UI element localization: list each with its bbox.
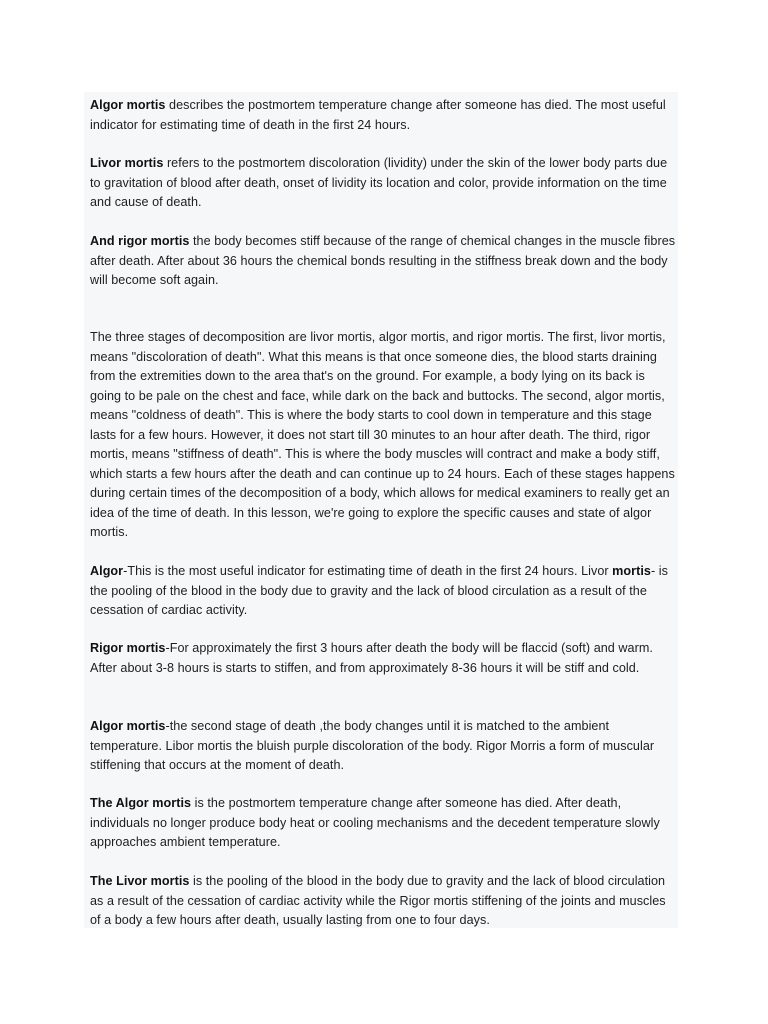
paragraph-the-algor-mortis [90,794,678,853]
paragraph-rigor-mortis-intro [90,232,678,291]
paragraph-three-stages [90,328,678,543]
paragraph-text: -the second stage of death ,the body changes until it is matched to the ambient temperature. Libor mortis the bluish purple discoloration of the body. Rigor Morris a form of muscular stiffening that occurs at the moment of death. [90,719,655,772]
paragraph-algor-livor [90,562,678,621]
paragraph-text: -For approximately the first 3 hours after death the body will be flaccid (soft) and warm. After about 3-8 hours is starts to stiffen, and from approximately 8-36 hours it will be stiff and cold. [90,641,653,675]
paragraph-livor-mortis-intro [90,154,678,213]
term-algor: Algor [90,564,124,578]
term-rigor-mortis: And rigor mortis [90,234,190,248]
paragraph-text: is the pooling of the blood in the body due to gravity and the lack of blood circulation as a result of the cessation of cardiac activity while the Rigor mortis stiffening of the joints and muscles of a body a few hours after death, usually lasting from one to four days. [90,874,666,927]
paragraph-the-livor-mortis [90,872,678,931]
paragraph-text: -This is the most useful indicator for estimating time of death in the first 24 hours. Livor [123,564,613,578]
term-algor-mortis: Algor mortis [90,98,166,112]
paragraph-text: the body becomes stiff because of the range of chemical changes in the muscle fibres after death. After about 36 hours the chemical bonds resulting in the stiffness break down and the body will become soft again. [90,234,676,287]
term-rigor-mortis: Rigor mortis [90,641,166,655]
paragraph-text: is the postmortem temperature change after someone has died. After death, individuals no longer produce body heat or cooling mechanisms and the decedent temperature slowly approaches ambient temperature. [90,796,660,849]
paragraph-algor-mortis-intro [90,96,678,135]
paragraph-text-continued: - is the pooling of the blood in the body due to gravity and the lack of blood circulation as a result of the cessation of cardiac activity. [90,564,668,617]
term-mortis: mortis [612,564,651,578]
term-the-livor-mortis: The Livor mortis [90,874,190,888]
paragraph-algor-mortis-second-stage [90,717,678,776]
document-body [84,92,678,928]
paragraph-text: describes the postmortem temperature change after someone has died. The most useful indicator for estimating time of death in the first 24 hours. [90,98,666,132]
paragraph-text: refers to the postmortem discoloration (lividity) under the skin of the lower body parts due to gravitation of blood after death, onset of lividity its location and color, provide information on the time and cause of death. [90,156,668,209]
term-algor-mortis: Algor mortis [90,719,166,733]
term-the-algor-mortis: The Algor mortis [90,796,192,810]
paragraph-text: The three stages of decomposition are livor mortis, algor mortis, and rigor mortis. The first, livor mortis, means "discoloration of death". What this means is that once someone dies, the blood starts draining from the extremities down to the area that's on the ground. For example, a body lying on its back is going to be pale on the chest and face, while dark on the back and buttocks. The second, algor mortis, means "coldness of death". This is where the body starts to cool down in temperature and this stage lasts for a few hours. However, it does not start till 30 minutes to an hour after death. The third, rigor mortis, means "stiffness of death". This is where the body muscles will contract and make a body stiff, which starts a few hours after the death and can continue up to 24 hours. Each of these stages happens during certain times of the decomposition of a body, which allows for medical examiners to really get an idea of the time of death. In this lesson, we're going to explore the specific causes and state of algor mortis. [90,330,675,539]
term-livor-mortis: Livor mortis [90,156,164,170]
paragraph-rigor-mortis-timeline [90,639,678,678]
